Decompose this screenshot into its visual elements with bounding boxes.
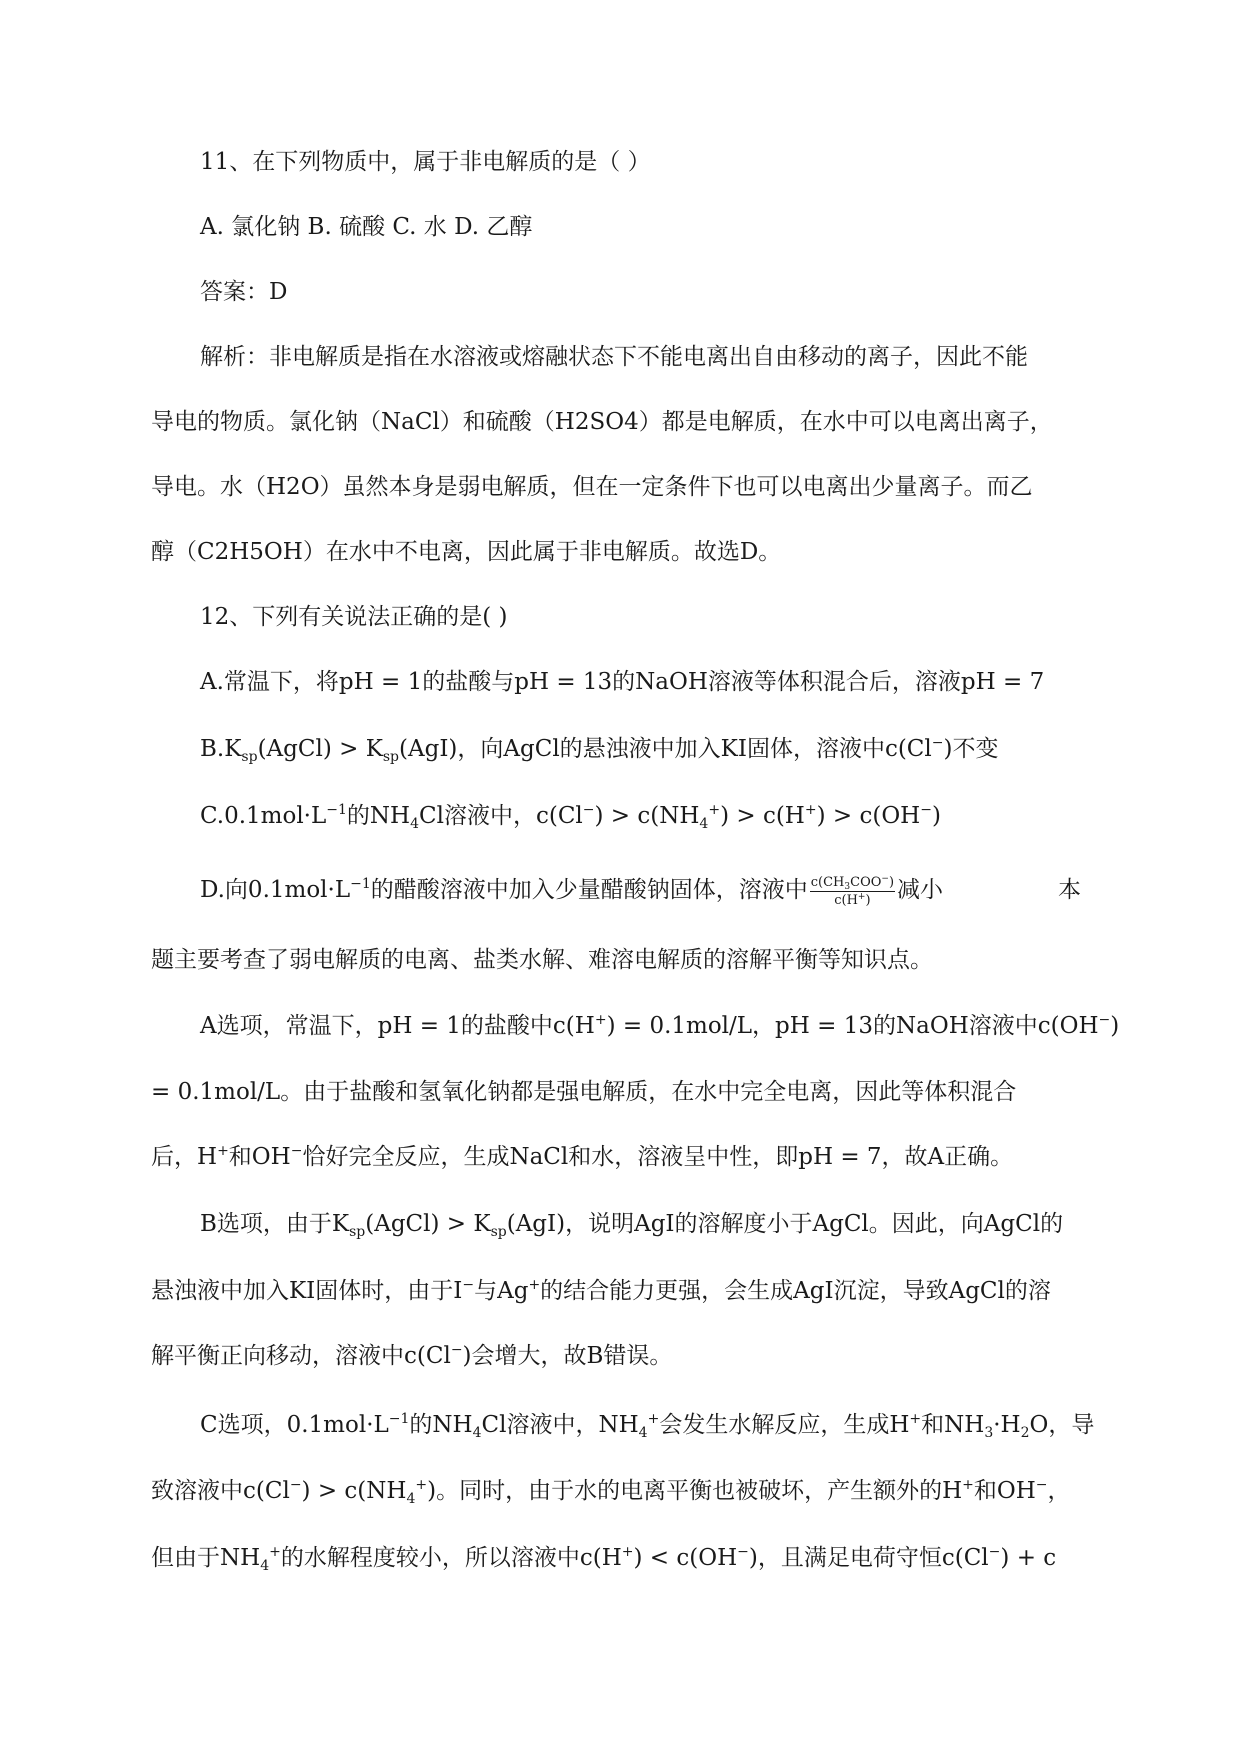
question-11-analysis-line-3: 导电。水（H2O）虽然本身是弱电解质，但在一定条件下也可以电离出少量离子。而乙 (151, 474, 1033, 500)
analysis-option-c-line-2: 致溶液中$c(Cl^-) > c(NH_4^+)$。同时，由于水的电离平衡也被破坏，产生额外的H+和OH−， (151, 1477, 1071, 1507)
question-12-option-a: A.常温下，将pH = 1的盐酸与pH = 13的NaOH溶液等体积混合后，溶液pH = 7 (200, 669, 1045, 695)
analysis-option-b-line-3: 解平衡正向移动，溶液中c(Cl−)会增大，故B错误。 (151, 1342, 673, 1369)
question-11-options: A. 氯化钠 B. 硫酸 C. 水 D. 乙醇 (200, 214, 533, 240)
question-11-analysis-line-4: 醇（C2H5OH）在水中不电离，因此属于非电解质。故选D。 (151, 539, 782, 565)
question-12-option-b: $B.K_{sp}(AgCl) > K_{sp}(AgI)$，向AgCl的悬浊液中加入KI固体，溶液中c(Cl−)不变 (200, 735, 999, 765)
analysis-option-c-line-1: C选项，$0.1mol\cdot L^{-1}$的$NH_4Cl$溶液中，$NH_4^+$会发生水解反应，生成H+和$NH_3\cdot H_2O$，导 (200, 1411, 1095, 1441)
concentration-ratio-fraction: $\frac{c(CH_3COO^-)}{c(H^+)}$ (810, 873, 895, 908)
analysis-lead-in: 本 (1058, 877, 1081, 903)
question-11-answer: 答案：D (200, 279, 288, 305)
question-11-stem: 11、在下列物质中，属于非电解质的是（ ） (200, 149, 651, 175)
question-11-analysis-line-2: 导电的物质。氯化钠（NaCl）和硫酸（H2SO4）都是电解质，在水中可以电离出离子， (151, 409, 1053, 435)
question-12-option-d: D.向$0.1mol\cdot L^{-1}$的醋酸溶液中加入少量醋酸钠固体，溶液中 $\frac{c(CH_3COO^-)}{c(H^+)}$ 减小 (200, 873, 944, 908)
analysis-option-a-line-1: A选项，常温下，pH = 1的盐酸中c(H+) = 0.1mol/L，pH = 13的NaOH溶液中c(OH−) (200, 1012, 1120, 1039)
analysis-option-c-line-3: 但由于$NH_4^+$的水解程度较小，所以溶液中c(H+) < c(OH−)，且满足电荷守恒c(Cl−) + c (151, 1544, 1057, 1574)
analysis-option-b-line-1: B选项，由于$K_{sp}(AgCl) > K_{sp}(AgI)$，说明AgI的溶解度小于AgCl。因此，向AgCl的 (200, 1211, 1064, 1240)
question-12-stem: 12、下列有关说法正确的是( ) (200, 604, 508, 630)
question-12-analysis-intro: 题主要考查了弱电解质的电离、盐类水解、难溶电解质的溶解平衡等知识点。 (151, 947, 933, 973)
analysis-option-b-line-2: 悬浊液中加入KI固体时，由于I−与Ag+的结合能力更强，会生成AgI沉淀，导致AgCl的溶 (151, 1277, 1051, 1304)
analysis-option-a-line-2: = 0.1mol/L。由于盐酸和氢氧化钠都是强电解质，在水中完全电离，因此等体积混合 (151, 1079, 1017, 1105)
analysis-option-a-line-3: 后，H+和OH−恰好完全反应，生成NaCl和水，溶液呈中性，即pH = 7，故A正确。 (151, 1143, 1014, 1170)
question-11-analysis-line-1: 解析：非电解质是指在水溶液或熔融状态下不能电离出自由移动的离子，因此不能 (200, 344, 1028, 370)
question-12-option-c: $C.0.1mol\cdot L^{-1}$的$NH_4Cl$溶液中，$c(Cl^-) > c(NH_4^+) > c(H^+) > c(OH^-)$ (200, 802, 941, 832)
